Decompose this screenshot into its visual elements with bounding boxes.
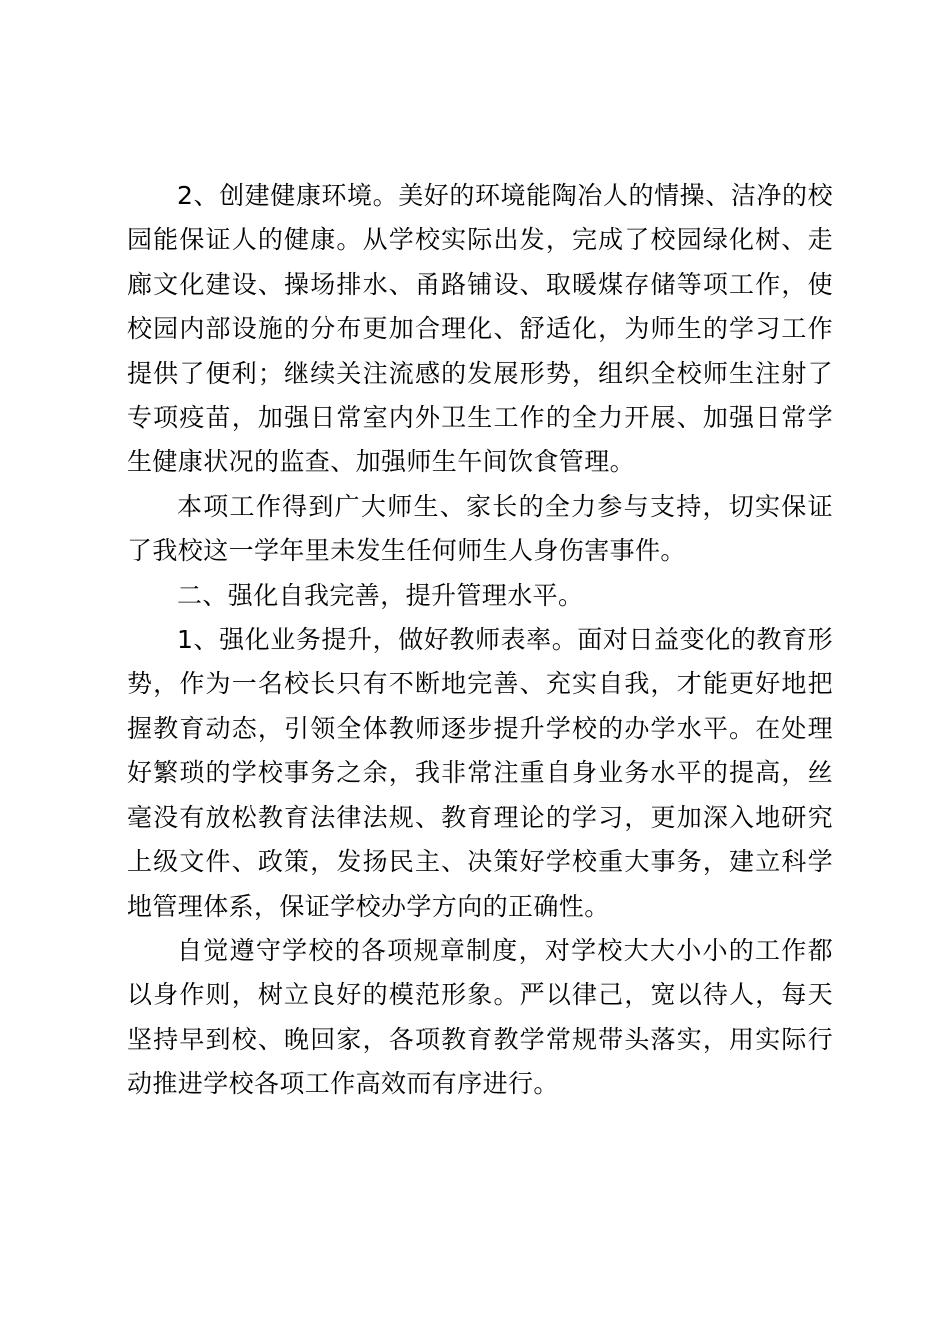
- paragraph-healthy-environment: 2、创建健康环境。美好的环境能陶冶人的情操、洁净的校园能保证人的健康。从学校实际出发，完成了校园绿化树、走廊文化建设、操场排水、甬路铺设、取暖煤存储等项工作，使校园内部设施的分布更加合理化、舒适化，为师生的学习工作提供了便利；继续关注流感的发展形势，组织全校师生注射了专项疫苗，加强日常室内外卫生工作的全力开展、加强日常学生健康状况的监查、加强师生午间饮食管理。: [127, 181, 833, 477]
- section-heading-management: 二、强化自我完善，提升管理水平。: [177, 580, 584, 610]
- paragraph-safety-result: 本项工作得到广大师生、家长的全力参与支持，切实保证了我校这一学年里未发生任何师生人身伤害事件。: [127, 491, 833, 566]
- document-page: [127, 174, 833, 1107]
- paragraph-professional-development: 1、强化业务提升，做好教师表率。面对日益变化的教育形势，作为一名校长只有不断地完善、充实自我，才能更好地把握教育动态，引领全体教师逐步提升学校的办学水平。在处理好繁琐的学校事务之余，我非常注重自身业务水平的提高，丝毫没有放松教育法律法规、教育理论的学习，更加深入地研究上级文件、政策，发扬民主、决策好学校重大事务，建立科学地管理体系，保证学校办学方向的正确性。: [127, 625, 833, 921]
- paragraph-self-discipline: 自觉遵守学校的各项规章制度，对学校大大小小的工作都以身作则，树立良好的模范形象。严以律己，宽以待人，每天坚持早到校、晚回家，各项教育教学常规带头落实，用实际行动推进学校各项工作高效而有序进行。: [127, 935, 833, 1099]
